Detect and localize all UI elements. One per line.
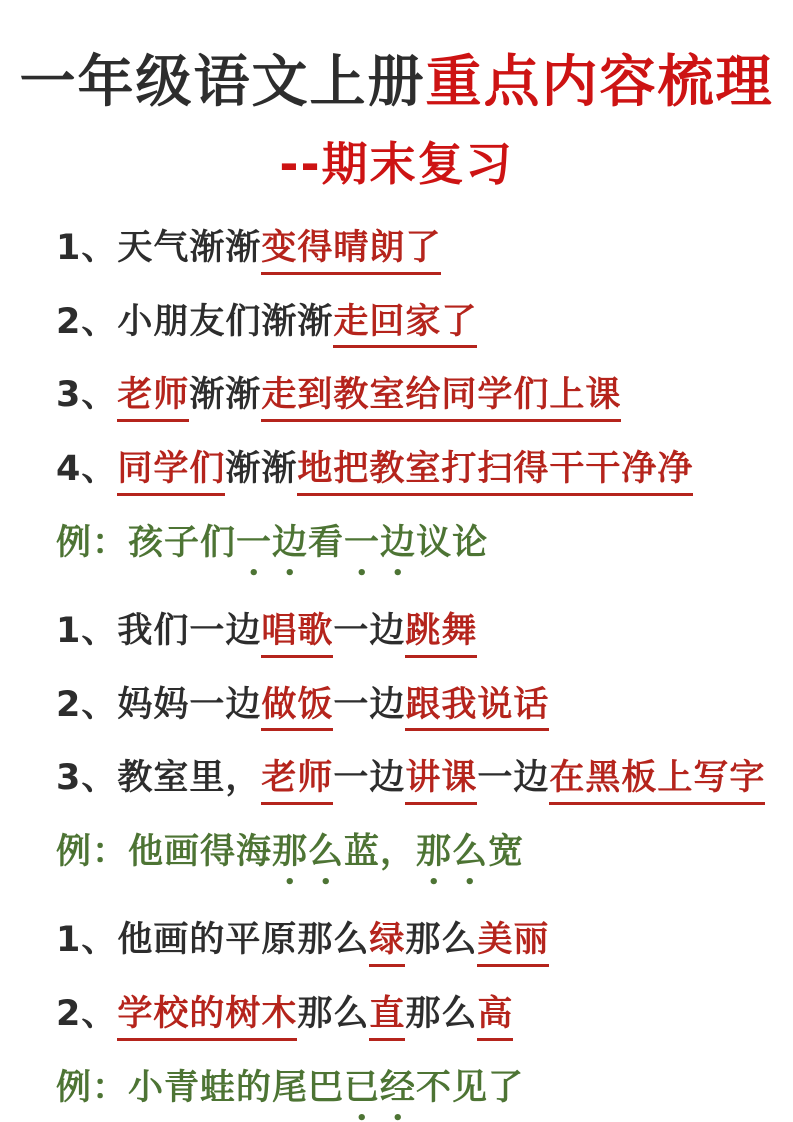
title-red-part: 重点内容梳理 — [425, 50, 774, 115]
text-segment: 1、他画的平原那么 — [56, 920, 370, 961]
text-segment: 在黑板上写字 — [549, 757, 765, 805]
text-segment: 直 — [369, 993, 405, 1041]
text-line — [56, 374, 763, 422]
text-segment: 地把教室打扫得干干净净 — [297, 448, 693, 496]
content-body — [0, 227, 793, 1122]
text-segment: 3、教室里， — [56, 758, 262, 799]
text-line — [56, 227, 763, 275]
text-line — [56, 684, 763, 732]
text-segment: 已经 — [344, 1067, 417, 1108]
text-segment: 议论 — [416, 522, 489, 563]
text-segment: 学校的树木 — [117, 993, 297, 1041]
text-segment: 宽 — [488, 832, 525, 873]
text-segment: 例：他画得海 — [56, 832, 273, 873]
text-line — [56, 993, 763, 1041]
text-segment: 那么 — [272, 832, 345, 873]
text-segment: 那么 — [405, 920, 478, 961]
text-segment: 渐渐 — [189, 375, 262, 416]
text-segment: 蓝， — [344, 832, 417, 873]
text-segment: 做饭 — [261, 684, 333, 732]
text-segment: 不见了 — [416, 1067, 525, 1108]
text-segment: 绿 — [369, 919, 405, 967]
text-segment: 渐渐 — [225, 449, 298, 490]
text-segment: 一边 — [333, 610, 406, 651]
text-segment: 例：小青蛙的尾巴 — [56, 1067, 345, 1108]
text-segment: 1、我们一边 — [56, 610, 262, 651]
text-segment: 走到教室给同学们上课 — [261, 374, 621, 422]
text-segment: 变得晴朗了 — [261, 227, 441, 275]
text-segment: 老师 — [117, 374, 189, 422]
text-segment: 唱歌 — [261, 610, 333, 658]
text-segment: 2、 — [56, 993, 118, 1034]
text-segment: 一边 — [477, 758, 550, 799]
text-segment: 3、 — [56, 375, 118, 416]
text-segment: 一边 — [333, 758, 406, 799]
text-segment: 老师 — [261, 757, 333, 805]
text-segment: 一边 — [344, 522, 417, 563]
subtitle-text: --期末复习 — [279, 137, 514, 192]
text-segment: 那么 — [416, 832, 489, 873]
text-line — [56, 1067, 763, 1122]
text-line — [56, 831, 763, 893]
text-line — [56, 522, 763, 584]
text-segment: 美丽 — [477, 919, 549, 967]
text-segment: 高 — [477, 993, 513, 1041]
text-segment: 走回家了 — [333, 301, 477, 349]
document-title — [0, 50, 793, 116]
text-segment: 跟我说话 — [405, 684, 549, 732]
text-line — [56, 757, 766, 805]
document-subtitle — [0, 138, 793, 191]
text-line — [56, 301, 763, 349]
text-segment: 例：孩子们 — [56, 522, 237, 563]
text-segment: 跳舞 — [405, 610, 477, 658]
title-black-part: 一年级语文上册 — [19, 50, 426, 115]
text-segment: 一边 — [236, 522, 309, 563]
text-segment: 一边 — [333, 684, 406, 725]
text-segment: 2、小朋友们渐渐 — [56, 301, 334, 342]
text-line — [56, 919, 763, 967]
text-segment: 4、 — [56, 449, 118, 490]
text-segment: 讲课 — [405, 757, 477, 805]
text-segment: 2、妈妈一边 — [56, 684, 262, 725]
text-segment: 看 — [308, 522, 345, 563]
text-segment: 那么 — [405, 993, 478, 1034]
text-line — [56, 448, 763, 496]
text-segment: 那么 — [297, 993, 370, 1034]
text-line — [56, 610, 763, 658]
text-segment: 同学们 — [117, 448, 225, 496]
text-segment: 1、天气渐渐 — [56, 227, 262, 268]
